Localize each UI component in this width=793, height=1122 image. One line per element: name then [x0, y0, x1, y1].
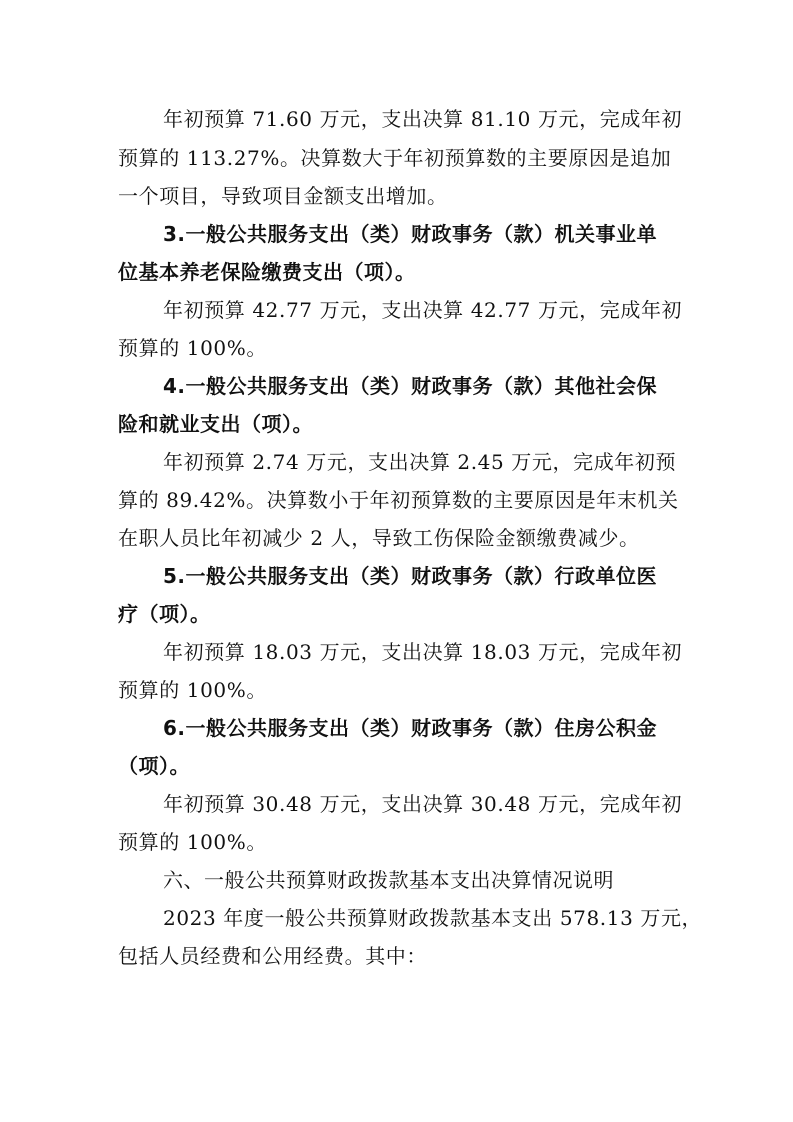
paragraph-line: 年初预算 18.03 万元，支出决算 18.03 万元，完成年初	[163, 640, 683, 664]
paragraph-line: 在职人员比年初减少 2 人，导致工伤保险金额缴费减少。	[118, 526, 640, 550]
paragraph-line: 年初预算 42.77 万元，支出决算 42.77 万元，完成年初	[163, 298, 683, 322]
paragraph-line: 一个项目，导致项目金额支出增加。	[118, 184, 448, 208]
section-heading: 位基本养老保险缴费支出（项）。	[118, 260, 416, 284]
paragraph-line: 预算的 100%。	[118, 830, 267, 854]
section-heading: 3.一般公共服务支出（类）财政事务（款）机关事业单	[163, 222, 658, 246]
paragraph-line: 年初预算 30.48 万元，支出决算 30.48 万元，完成年初	[163, 792, 683, 816]
chapter-heading: 六、一般公共预算财政拨款基本支出决算情况说明	[163, 868, 614, 892]
paragraph-line: 预算的 113.27%。决算数大于年初预算数的主要原因是追加	[118, 146, 672, 170]
paragraph-line: 算的 89.42%。决算数小于年初预算数的主要原因是年末机关	[118, 488, 679, 512]
section-heading: 6.一般公共服务支出（类）财政事务（款）住房公积金	[163, 716, 658, 740]
paragraph-line: 预算的 100%。	[118, 336, 267, 360]
paragraph-line: 年初预算 2.74 万元，支出决算 2.45 万元，完成年初预	[163, 450, 677, 474]
section-heading: （项）。	[118, 754, 190, 778]
paragraph-line: 包括人员经费和公用经费。其中：	[118, 944, 427, 968]
section-heading: 疗（项）。	[118, 602, 211, 626]
section-heading: 5.一般公共服务支出（类）财政事务（款）行政单位医	[163, 564, 658, 588]
section-heading: 险和就业支出（项）。	[118, 412, 313, 436]
paragraph-line: 年初预算 71.60 万元，支出决算 81.10 万元，完成年初	[163, 107, 683, 131]
paragraph-line: 2023 年度一般公共预算财政拨款基本支出 578.13 万元，	[163, 906, 703, 930]
paragraph-line: 预算的 100%。	[118, 678, 267, 702]
section-heading: 4.一般公共服务支出（类）财政事务（款）其他社会保	[163, 374, 658, 398]
